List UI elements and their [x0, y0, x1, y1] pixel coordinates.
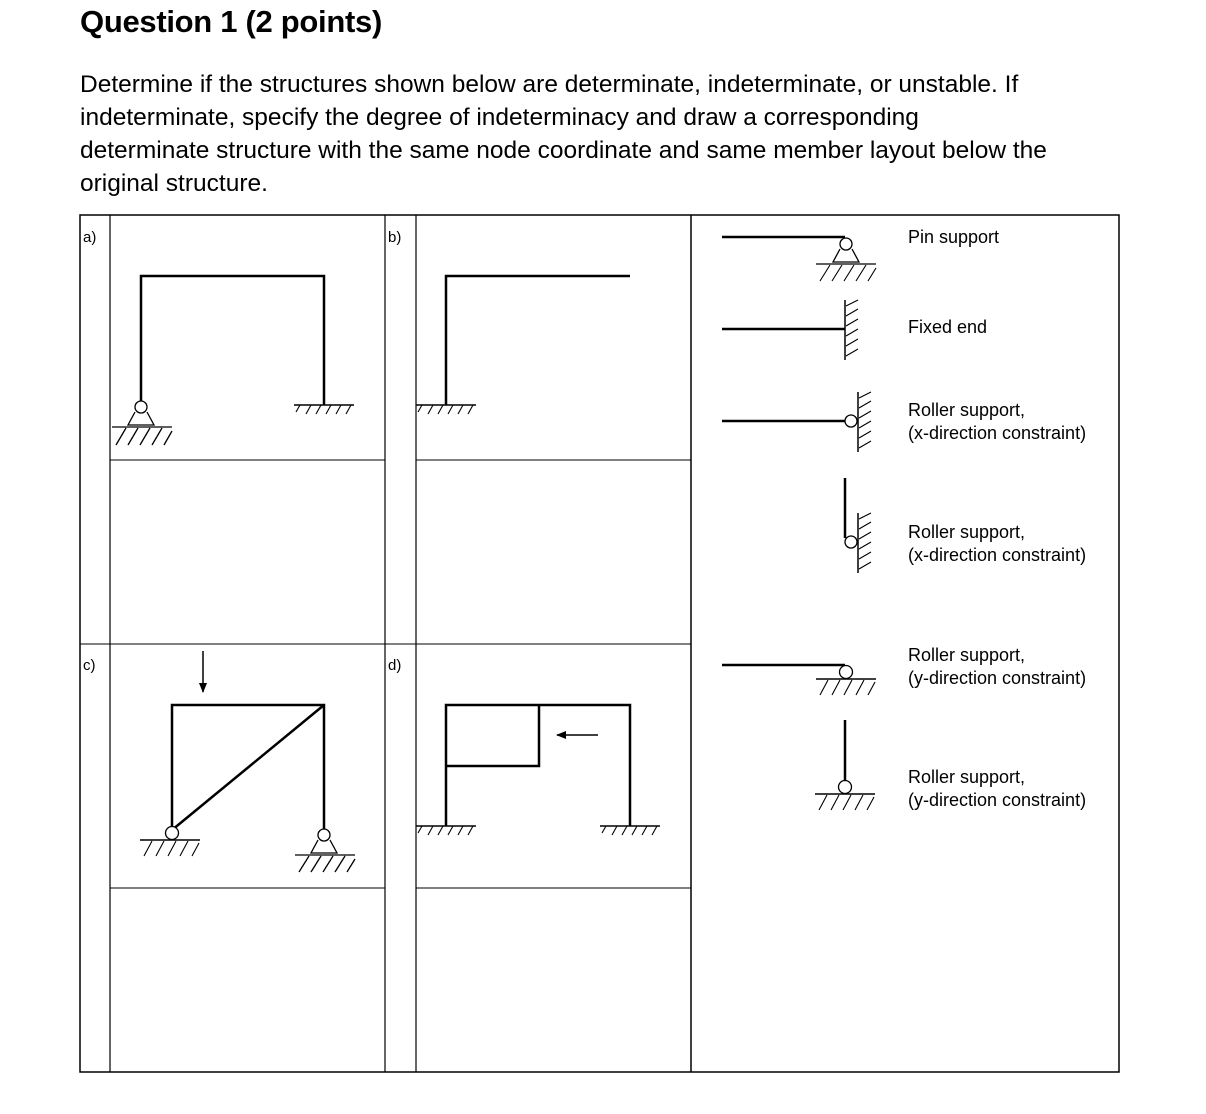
fixed-support-a-right	[294, 405, 354, 414]
prompt-line-3: determinate structure with the same node coordinate and same member layout below the	[80, 137, 1047, 164]
panel-label-b: b)	[388, 229, 402, 246]
legend-fixed-symbol	[722, 300, 858, 360]
diagonal-member-c	[172, 705, 324, 830]
structure-a	[112, 276, 354, 445]
panel-label-d: d)	[388, 657, 402, 674]
pin-support-c-right	[295, 829, 355, 872]
legend-roller-x1-symbol	[722, 392, 871, 452]
roller-support-c-left	[140, 827, 200, 857]
panel-label-c: c)	[83, 657, 96, 674]
legend-fixed-label: Fixed end	[908, 317, 988, 337]
legend-roller-y1-symbol	[722, 665, 876, 695]
legend-roller-y1-label: Roller support, (y-direction constraint)	[908, 645, 1087, 688]
legend-roller-x2-symbol	[845, 478, 871, 573]
prompt-line-2: indeterminate, specify the degree of indeterminacy and draw a corresponding	[80, 104, 919, 131]
legend-roller-x2-label: Roller support, (x-direction constraint)	[908, 522, 1087, 565]
prompt-line-1: Determine if the structures shown below are determinate, indeterminate, or unstable. If	[80, 71, 1019, 98]
legend-roller-y2-label: Roller support, (y-direction constraint)	[908, 767, 1087, 810]
structure-c	[140, 651, 355, 872]
pin-support-a-left	[112, 401, 172, 445]
panel-label-a: a)	[83, 229, 97, 246]
legend-pin-label: Pin support	[908, 227, 1000, 247]
fixed-support-b	[416, 405, 476, 414]
fixed-support-d-left	[416, 826, 476, 835]
legend-roller-x1-label: Roller support, (x-direction constraint)	[908, 400, 1087, 443]
prompt-line-4: original structure.	[80, 170, 268, 197]
question-title: Question 1 (2 points)	[80, 4, 382, 39]
structure-b	[416, 276, 630, 414]
fixed-support-d-right	[600, 826, 660, 835]
legend-roller-y2-symbol	[815, 720, 875, 810]
structure-d	[416, 705, 660, 835]
legend-pin-symbol	[722, 237, 876, 281]
